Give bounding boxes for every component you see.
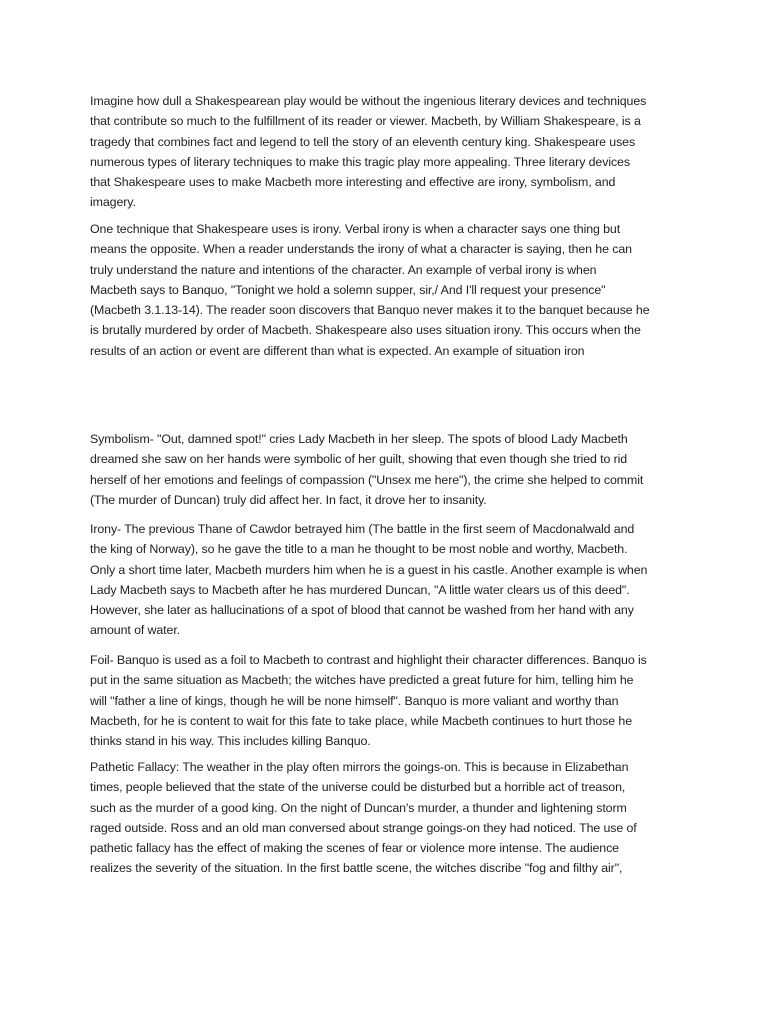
text-line: Imagine how dull a Shakespearean play would be without the ingenious literary devices and techniques	[90, 94, 647, 108]
text-line: (Macbeth 3.1.13-14). The reader soon discovers that Banquo never makes it to the banquet because he	[90, 303, 650, 318]
text-line: put in the same situation as Macbeth; the witches have predicted a great future for him, telling him he	[90, 673, 634, 688]
text-line: Only a short time later, Macbeth murders him when he is a guest in his castle. Another example is when	[90, 562, 648, 577]
text-line: Irony- The previous Thane of Cawdor betrayed him (The battle in the first seem of Macdonalwald and	[90, 522, 635, 536]
paragraph-pathetic-fallacy	[90, 757, 695, 879]
paragraph-irony-technique	[90, 219, 695, 361]
text-line: However, she later as hallucinations of a spot of blood that cannot be washed from her hand with any	[90, 603, 634, 618]
text-line: (The murder of Duncan) truly did affect her. In fact, it drove her to insanity.	[90, 492, 487, 507]
text-line: such as the murder of a good king. On the night of Duncan's murder, a thunder and lightening storm	[90, 800, 627, 815]
text-line: truly understand the nature and intentions of the character. An example of verbal irony is when	[90, 262, 597, 277]
text-line: results of an action or event are different than what is expected. An example of situation iron	[90, 343, 585, 358]
text-line: means the opposite. When a reader understands the irony of what a character is saying, then he can	[90, 242, 632, 257]
text-line: Symbolism- "Out, damned spot!" cries Lady Macbeth in her sleep. The spots of blood Lady Macbeth	[90, 432, 628, 446]
text-line: amount of water.	[90, 623, 181, 638]
paragraph-irony	[90, 519, 695, 641]
text-line: Macbeth, for he is content to wait for this fate to take place, while Macbeth continues to hurt those he	[90, 713, 632, 728]
text-line: Pathetic Fallacy: The weather in the play often mirrors the goings-on. This is because in Elizabethan	[90, 760, 629, 774]
text-line: times, people believed that the state of the universe could be disturbed but a horrible act of treason,	[90, 780, 626, 795]
text-line: that contribute so much to the fulfillment of its reader or viewer. Macbeth, by William Shakespeare, is a	[90, 114, 641, 129]
text-line: raged outside. Ross and an old man conversed about strange goings-on they had noticed. The use of	[90, 820, 637, 835]
text-line: numerous types of literary techniques to make this tragic play more appealing. Three literary devices	[90, 154, 630, 169]
text-line: will "father a line of kings, though he will be none himself". Banquo is more valiant and worthy than	[90, 693, 619, 708]
text-line: One technique that Shakespeare uses is irony. Verbal irony is when a character says one thing but	[90, 222, 621, 236]
text-line: the king of Norway), so he gave the title to a man he thought to be most noble and worthy, Macbeth.	[90, 542, 628, 557]
paragraph-introduction	[90, 91, 695, 213]
text-line: thinks stand in his way. This includes killing Banquo.	[90, 734, 371, 749]
text-line: realizes the severity of the situation. In the first battle scene, the witches discribe "fog and filthy air",	[90, 861, 623, 876]
text-line: imagery.	[90, 195, 136, 210]
text-line: Macbeth says to Banquo, "Tonight we hold a solemn supper, sir,/ And I'll request your presence"	[90, 282, 606, 297]
text-line: Lady Macbeth says to Macbeth after he has murdered Duncan, "A little water clears us of this deed".	[90, 582, 630, 597]
text-line: that Shakespeare uses to make Macbeth more interesting and effective are irony, symbolism, and	[90, 175, 616, 190]
text-line: is brutally murdered by order of Macbeth. Shakespeare also uses situation irony. This occurs when the	[90, 323, 641, 338]
text-line: Foil- Banquo is used as a foil to Macbeth to contrast and highlight their character differences. Banquo is	[90, 653, 647, 667]
paragraph-symbolism	[90, 429, 695, 510]
text-line: herself of her emotions and feelings of compassion ("Unsex me here"), the crime she helped to commit	[90, 472, 644, 487]
text-line: pathetic fallacy has the effect of making the scenes of fear or violence more intense. The audience	[90, 841, 619, 856]
paragraph-foil	[90, 650, 695, 751]
text-line: tragedy that combines fact and legend to tell the story of an eleventh century king. Shakespeare uses	[90, 134, 636, 149]
text-line: dreamed she saw on her hands were symbolic of her guilt, showing that even though she tried to rid	[90, 452, 628, 467]
